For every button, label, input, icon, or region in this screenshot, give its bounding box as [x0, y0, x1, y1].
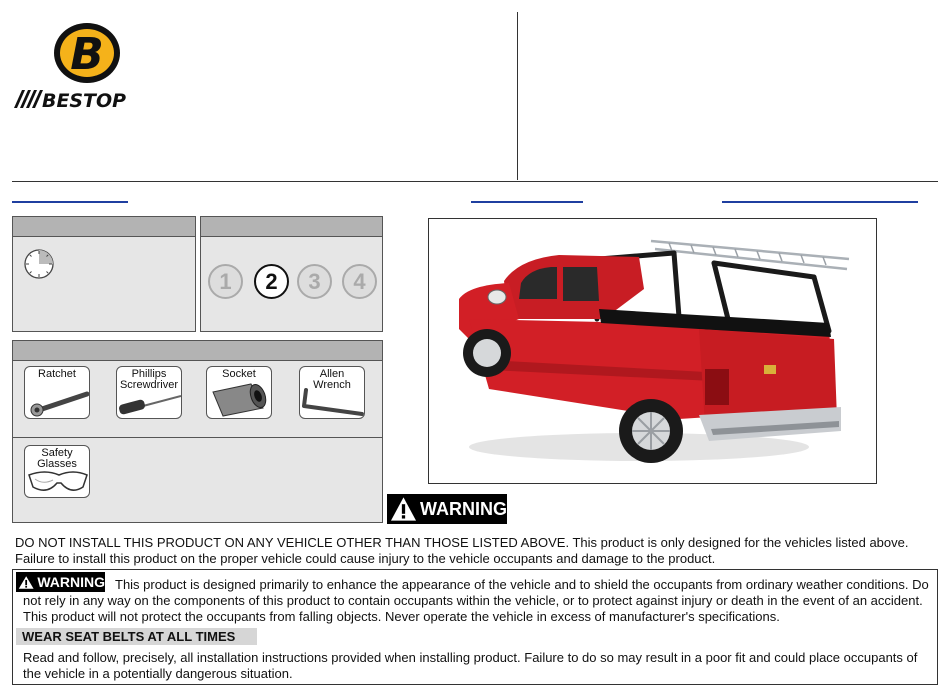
tool-ratchet-label: Ratchet [38, 368, 76, 380]
clock-icon [23, 248, 55, 280]
ratchet-icon [25, 378, 90, 418]
tool-phillips-screwdriver [116, 366, 182, 419]
warning-triangle-icon [390, 496, 417, 522]
allen-wrench-icon [300, 386, 365, 418]
screwdriver-icon [117, 388, 182, 418]
tool-safety-glasses-label: Safety Glasses [37, 447, 77, 470]
warning-badge-small-label: WARNING [37, 574, 105, 590]
tool-socket [206, 366, 272, 419]
truck-with-ladder-rack-image [429, 219, 876, 483]
tools-panel-divider [13, 437, 382, 438]
skill-level-3: 3 [297, 264, 332, 299]
safety-warning-text: This product is designed primarily to enhance the appearance of the vehicle and to shield the occupants from ordinary weather conditions. Do not rely in any way on the components of this product to contain occupants within the vehicle, or to protect against injury or death in the event of an accident. This product will not protect the occupants from falling objects. Never operate the vehicle in excess of manufacturer's specifications. [23, 577, 929, 624]
installation-instructions-text: Read and follow, precisely, all installation instructions provided when installing product. Failure to do so may result in a poor fit and could place occupants of the vehicle in a potentially dangerous situation. [23, 650, 918, 681]
skill-level-2-selected: 2 [254, 264, 289, 299]
warning-badge-label: WARNING [420, 498, 507, 519]
tool-allen-wrench-label: Allen Wrench [313, 368, 351, 391]
tool-allen-wrench [299, 366, 365, 419]
product-photo [428, 218, 877, 484]
bestop-wordmark [12, 88, 130, 110]
header-divider-horizontal [12, 181, 938, 182]
link-underline-3[interactable] [722, 201, 918, 203]
skill-level-panel-header [201, 217, 382, 237]
socket-icon [207, 378, 272, 418]
tool-socket-label: Socket [222, 368, 256, 380]
svg-text:B: B [70, 29, 104, 80]
skill-level-panel [200, 216, 383, 332]
tools-panel-header [13, 341, 382, 361]
seat-belt-heading: WEAR SEAT BELTS AT ALL TIMES [16, 628, 257, 645]
safety-glasses-icon [25, 467, 90, 497]
header-divider-vertical [517, 12, 518, 180]
tool-screwdriver-label: Phillips Screwdriver [119, 368, 179, 391]
install-time-panel [12, 216, 196, 332]
warning-badge-large [387, 494, 507, 524]
tool-safety-glasses [24, 445, 90, 498]
tool-ratchet [24, 366, 90, 419]
warning-vehicle-text: DO NOT INSTALL THIS PRODUCT ON ANY VEHICLE OTHER THAN THOSE LISTED ABOVE. This product is only designed for the vehicles listed above. Failure to install this product on the proper vehicle could cause injury to the vehicle occupants and damage to the product. [15, 535, 909, 566]
svg-text:BESTOP: BESTOP [42, 90, 127, 110]
link-underline-1[interactable] [12, 201, 128, 203]
install-time-panel-header [13, 217, 195, 237]
link-underline-2[interactable] [471, 201, 583, 203]
tools-panel [12, 340, 383, 523]
skill-level-4: 4 [342, 264, 377, 299]
skill-level-1: 1 [208, 264, 243, 299]
